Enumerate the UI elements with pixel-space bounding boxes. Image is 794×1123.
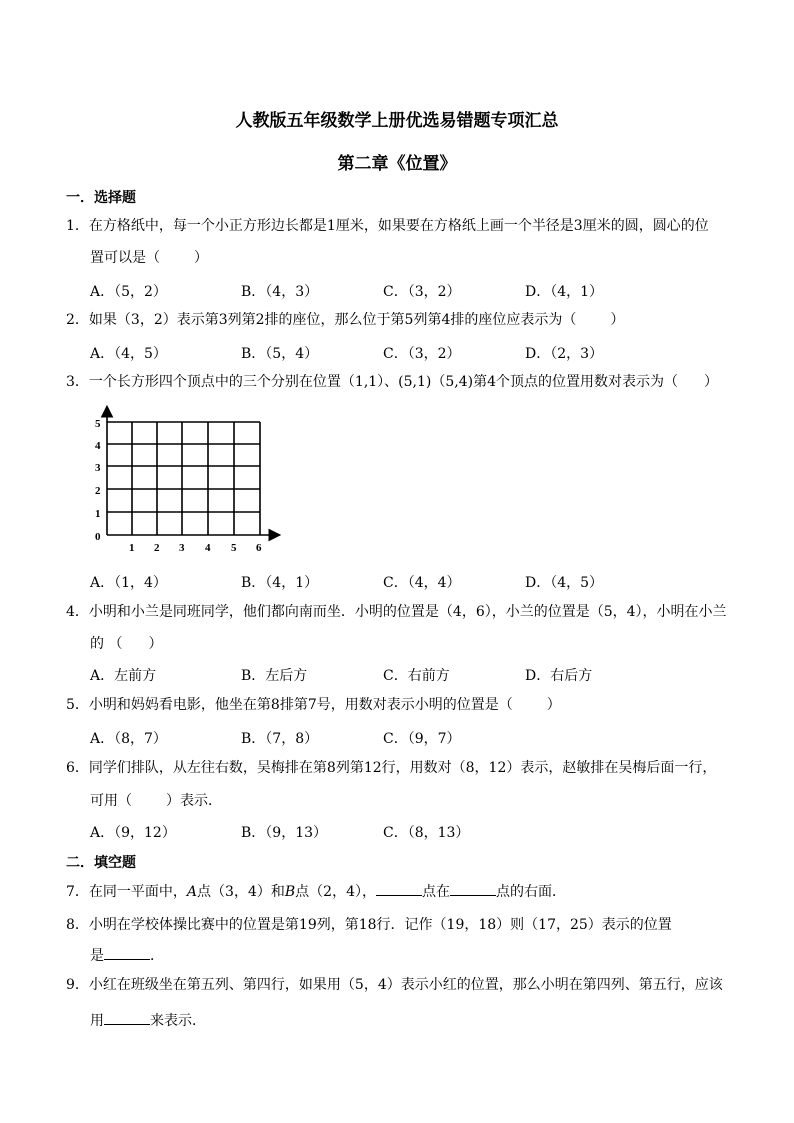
question-8-text-2: 是 [90, 948, 104, 964]
question-8-text-3: ． [150, 948, 164, 964]
question-1-text: 1．在方格纸中，每一个小正方形边长都是1厘米，如果要在方格纸上画一个半径是3厘米的圆，圆心的位 [66, 218, 709, 234]
x-tick-label: 5 [231, 542, 237, 554]
question-6-text-3: ）表示． [166, 793, 222, 809]
question-1-options [90, 281, 730, 303]
question-7-text-4: 点在 [422, 884, 450, 900]
option-b[interactable]: B．（9，13） [241, 825, 328, 841]
question-2-options [90, 343, 730, 365]
y-tick-label: 5 [95, 418, 101, 430]
x-tick-label: 1 [129, 542, 135, 554]
y-tick-label: 0 [95, 531, 101, 543]
coordinate-grid [84, 402, 284, 558]
question-7-text-2: 点（3，4）和 [197, 884, 285, 900]
option-c[interactable]: C．（4，4） [383, 575, 461, 591]
question-4-text: 4．小明和小兰是同班同学，他们都向南而坐．小明的位置是（4，6），小兰的位置是（5，4），小明在小兰 [66, 604, 727, 620]
question-9-continuation [90, 1010, 206, 1030]
option-a[interactable]: A．（8，7） [90, 731, 167, 747]
question-8 [66, 910, 731, 941]
question-4 [66, 597, 731, 628]
option-d[interactable]: D．（2，3） [525, 346, 604, 362]
question-1 [66, 211, 731, 242]
question-6-text-2: 可用（ [90, 793, 132, 809]
section-choice-heading: 一．选择题 [66, 190, 136, 206]
question-7-text-5: 点的右面． [496, 884, 566, 900]
y-tick-label: 1 [95, 508, 101, 520]
question-9 [66, 970, 731, 1001]
option-a[interactable]: A．左前方 [90, 668, 157, 684]
question-9-text-3: 来表示． [150, 1013, 206, 1029]
question-1-text-2: 置可以是（ [90, 250, 160, 266]
answer-blank[interactable] [450, 881, 496, 896]
question-7-text-3: 点（2，4）， [295, 884, 376, 900]
option-b[interactable]: B．（7，8） [241, 731, 319, 747]
question-6-options [90, 822, 730, 844]
y-tick-label: 3 [95, 462, 101, 474]
x-tick-label: 4 [205, 542, 211, 554]
question-5-paren-close: ） [546, 697, 561, 713]
point-b-label: B [284, 884, 296, 900]
x-tick-label: 6 [256, 542, 262, 554]
question-5-text: 5．小明和妈妈看电影，他坐在第8排第7号，用数对表示小明的位置是（ [66, 697, 513, 713]
answer-blank[interactable] [104, 1010, 150, 1025]
option-b[interactable]: B．（4，1） [241, 575, 319, 591]
question-9-text-2: 用 [90, 1013, 104, 1029]
question-2 [66, 305, 731, 336]
document-title: 人教版五年级数学上册优选易错题专项汇总 [235, 111, 559, 131]
option-c[interactable]: C．右前方 [383, 668, 450, 684]
question-2-paren-close: ） [610, 312, 625, 328]
option-a[interactable]: A．（4，5） [90, 346, 167, 362]
question-4-options [90, 665, 730, 687]
option-d[interactable]: D．（4，1） [525, 284, 604, 300]
question-5 [66, 690, 731, 721]
question-3-options [90, 572, 730, 594]
y-tick-label: 2 [95, 485, 101, 497]
question-6-continuation [90, 790, 222, 810]
grid-lines [107, 422, 260, 535]
question-7-text: 7．在同一平面中， [66, 884, 187, 900]
chapter-title: 第二章《位置》 [337, 154, 457, 174]
x-tick-label: 3 [179, 542, 185, 554]
x-tick-label: 2 [154, 542, 160, 554]
option-c[interactable]: C．（9，7） [383, 731, 461, 747]
question-6-text: 6．同学们排队，从左往右数，吴梅排在第8列第12行，用数对（8，12）表示，赵敏排在吴梅后面一行， [66, 760, 717, 776]
x-tick-labels [129, 542, 262, 554]
question-5-options [90, 728, 730, 750]
question-3-text: 3．一个长方形四个顶点中的三个分别在位置（1,1）、(5,1)（5,4)第4个顶点的位置用数对表示为（ [66, 374, 678, 390]
question-1-continuation [90, 247, 208, 267]
y-tick-label: 4 [95, 440, 101, 452]
option-b[interactable]: B．（5，4） [241, 346, 319, 362]
question-4-continuation [90, 633, 162, 653]
point-a-label: A [186, 884, 198, 900]
section-fill-heading: 二．填空题 [66, 855, 136, 871]
option-d[interactable]: D．右后方 [525, 668, 593, 684]
y-tick-labels [95, 418, 101, 543]
question-8-text: 8．小明在学校体操比赛中的位置是第19列，第18行．记作（19，18）则（17，25）表示的位置 [66, 917, 672, 933]
question-3-paren-close: ） [704, 374, 718, 390]
question-3 [66, 367, 731, 398]
option-b[interactable]: B．左后方 [241, 668, 308, 684]
option-b[interactable]: B．（4，3） [241, 284, 319, 300]
option-c[interactable]: C．（3，2） [383, 346, 461, 362]
option-a[interactable]: A．（9，12） [90, 825, 176, 841]
question-4-paren-close: ） [148, 636, 163, 652]
option-c[interactable]: C．（3，2） [383, 284, 461, 300]
question-4-text-2: 的 （ [90, 636, 123, 652]
question-6 [66, 753, 731, 784]
option-a[interactable]: A．（5，2） [90, 284, 167, 300]
question-9-text: 9．小红在班级坐在第五列、第四行，如果用（5，4）表示小红的位置，那么小明在第四列、第五行，应该 [66, 977, 723, 993]
answer-blank[interactable] [104, 945, 150, 960]
option-d[interactable]: D．（4，5） [525, 575, 604, 591]
question-1-paren-close: ） [194, 250, 208, 266]
answer-blank[interactable] [376, 881, 422, 896]
option-a[interactable]: A．（1，4） [90, 575, 167, 591]
question-8-continuation [90, 945, 164, 965]
question-7 [66, 877, 731, 908]
option-c[interactable]: C．（8，13） [383, 825, 470, 841]
question-2-text: 2．如果（3，2）表示第3列第2排的座位，那么位于第5列第4排的座位应表示为（ [66, 312, 577, 328]
